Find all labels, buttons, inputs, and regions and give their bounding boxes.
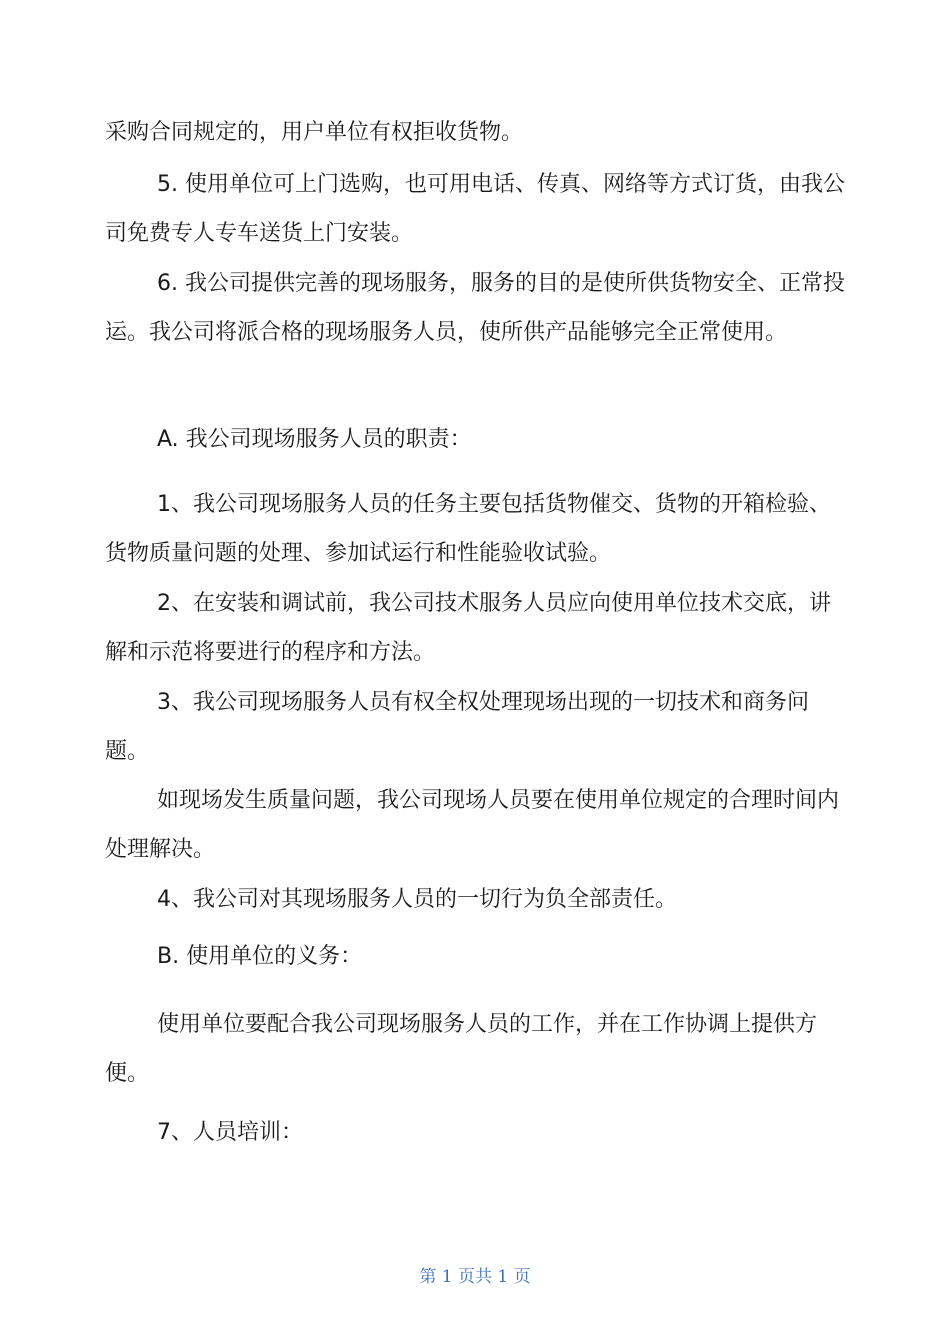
paragraph-item-6: 6. 我公司提供完善的现场服务，服务的目的是使所供货物安全、正常投运。我公司将派合格的现场服务人员，使所供产品能够完全正常使用。	[105, 271, 845, 345]
paragraph-item-7: 7、人员培训：	[157, 1120, 303, 1145]
paragraph-item-5: 5. 使用单位可上门选购，也可用电话、传真、网络等方式订货，由我公司免费专人专车送货上门安装。	[105, 172, 845, 246]
paragraph-duty-3: 3、我公司现场服务人员有权全权处理现场出现的一切技术和商务问题。	[105, 690, 809, 764]
paragraph-duty-4: 4、我公司对其现场服务人员的一切行为负全部责任。	[157, 887, 677, 912]
paragraph-continuation: 采购合同规定的，用户单位有权拒收货物。	[105, 120, 524, 145]
paragraph-quality-issue: 如现场发生质量问题，我公司现场人员要在使用单位规定的合理时间内处理解决。	[105, 788, 840, 862]
paragraph-heading-b: B. 使用单位的义务：	[157, 944, 363, 969]
page-number-footer: 第 1 页共 1 页	[419, 1267, 531, 1287]
paragraph-heading-a: A. 我公司现场服务人员的职责：	[157, 427, 472, 452]
paragraph-duty-2: 2、在安装和调试前，我公司技术服务人员应向使用单位技术交底，讲解和示范将要进行的程序和方法。	[105, 591, 831, 665]
paragraph-user-obligation: 使用单位要配合我公司现场服务人员的工作，并在工作协调上提供方便。	[105, 1012, 818, 1086]
paragraph-duty-1: 1、我公司现场服务人员的任务主要包括货物催交、货物的开箱检验、货物质量问题的处理、参加试运行和性能验收试验。	[105, 492, 831, 566]
